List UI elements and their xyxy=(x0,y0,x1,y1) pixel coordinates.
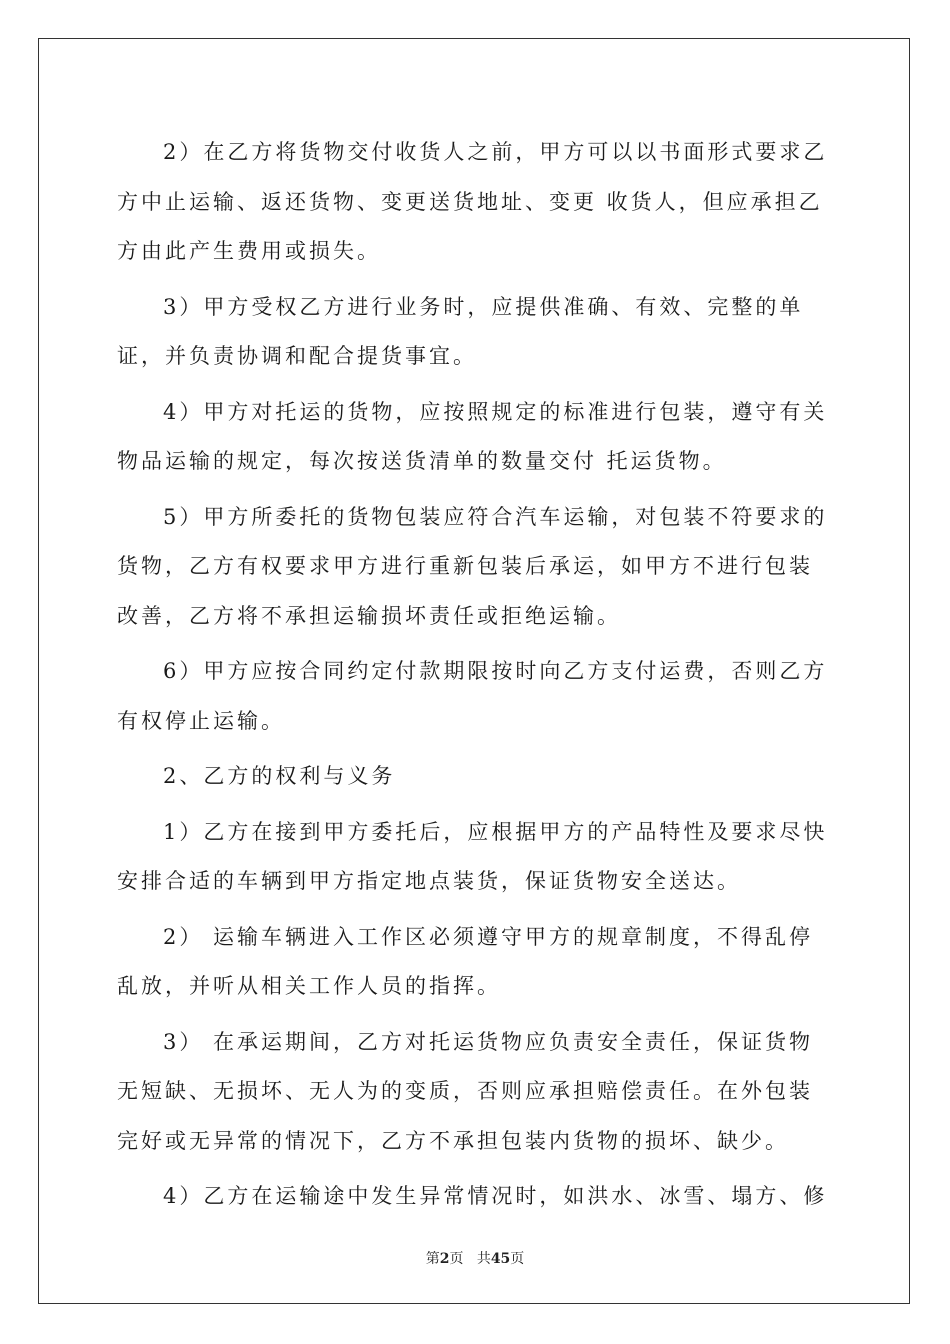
paragraph: 5）甲方所委托的货物包装应符合汽车运输，对包装不符要求的货物，乙方有权要求甲方进行重新包装后承运，如甲方不进行包装改善，乙方将不承担运输损坏责任或拒绝运输。 xyxy=(117,504,828,628)
paragraph: 3） 在承运期间，乙方对托运货物应负责安全责任，保证货物无短缺、无损坏、无人为的变质，否则应承担赔偿责任。在外包装完好或无异常的情况下，乙方不承担包装内货物的损坏、缺少。 xyxy=(117,1029,814,1153)
total-pages: 45 xyxy=(490,1251,511,1267)
page-prefix: 第 xyxy=(425,1251,440,1267)
paragraph: 2）在乙方将货物交付收货人之前，甲方可以以书面形式要求乙方中止运输、返还货物、变更送货地址、变更 收货人，但应承担乙方由此产生费用或损失。 xyxy=(117,140,828,263)
paragraph: 2） 运输车辆进入工作区必须遵守甲方的规章制度，不得乱停乱放，并听从相关工作人员的指挥。 xyxy=(117,924,814,998)
page-number: 2 xyxy=(439,1251,450,1267)
section-heading: 2、乙方的权利与义务 xyxy=(163,764,396,788)
paragraph: 1）乙方在接到甲方委托后，应根据甲方的产品特性及要求尽快安排合适的车辆到甲方指定地点装货，保证货物安全送达。 xyxy=(117,819,828,893)
paragraph: 6）甲方应按合同约定付款期限按时向乙方支付运费，否则乙方有权停止运输。 xyxy=(117,659,828,733)
page-footer xyxy=(0,1248,950,1268)
paragraph: 4）乙方在运输途中发生异常情况时，如洪水、冰雪、塌方、修 xyxy=(163,1184,828,1208)
page-suffix: 页 xyxy=(449,1251,464,1267)
paragraph: 4）甲方对托运的货物，应按照规定的标准进行包装，遵守有关物品运输的规定，每次按送货清单的数量交付 托运货物。 xyxy=(117,399,828,473)
paragraph: 3）甲方受权乙方进行业务时，应提供准确、有效、完整的单证，并负责协调和配合提货事宜。 xyxy=(117,294,804,368)
total-prefix: 共 xyxy=(476,1251,491,1267)
total-suffix: 页 xyxy=(510,1251,525,1267)
document-body xyxy=(117,128,833,1228)
